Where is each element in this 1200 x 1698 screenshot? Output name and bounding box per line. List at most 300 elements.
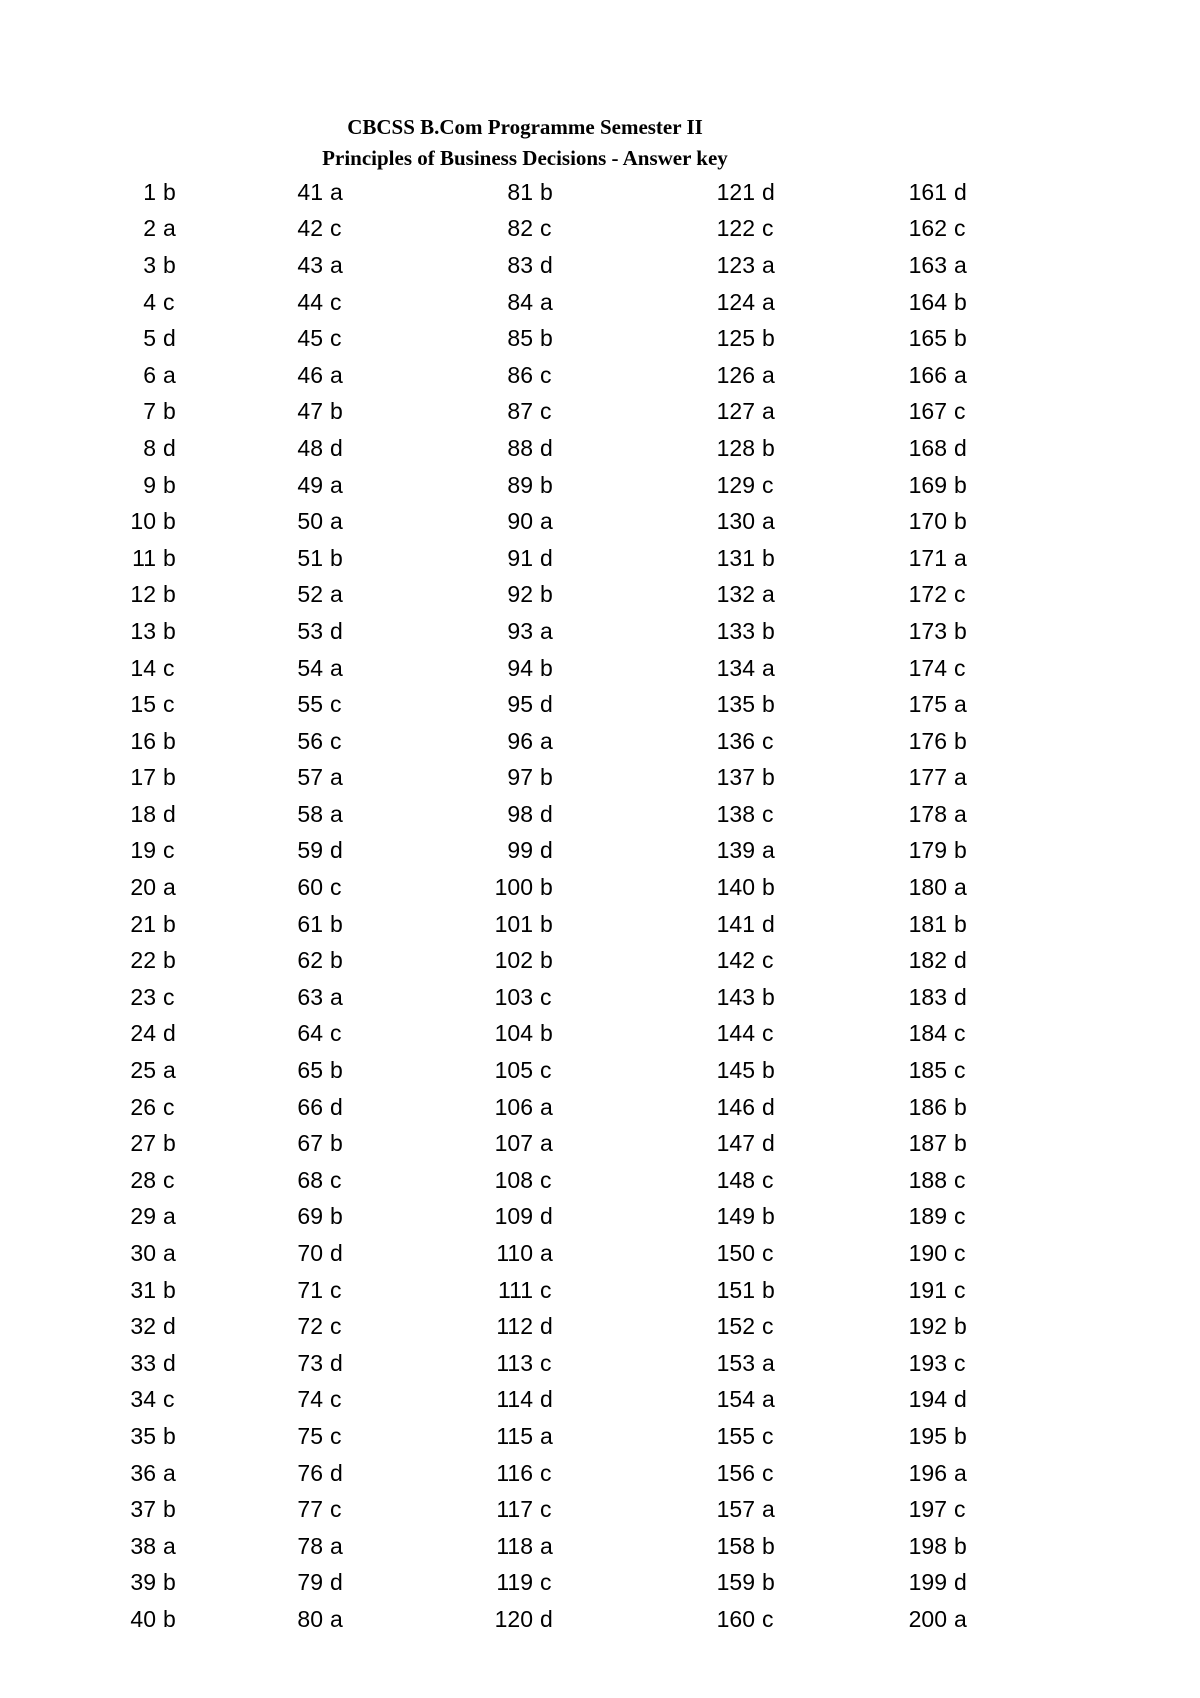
question-number: 37 — [130, 1496, 156, 1523]
question-number: 67 — [297, 1130, 323, 1157]
question-number: 38 — [130, 1532, 156, 1559]
answer-letter: a — [954, 874, 967, 901]
answer-letter: b — [330, 1203, 343, 1230]
answer-letter: a — [330, 1605, 343, 1632]
answer-letter: a — [762, 398, 775, 425]
question-number: 165 — [908, 325, 947, 352]
answer-letter: a — [330, 178, 343, 205]
answer-row — [473, 467, 564, 504]
answer-letter: a — [762, 288, 775, 315]
question-number: 70 — [297, 1240, 323, 1267]
question-number: 100 — [494, 874, 533, 901]
answer-letter: c — [330, 1496, 342, 1523]
answer-letter: b — [163, 1422, 176, 1449]
answer-row — [695, 942, 786, 979]
answer-row — [285, 650, 354, 687]
answer-letter: c — [954, 1240, 966, 1267]
question-number: 163 — [908, 251, 947, 278]
answer-row — [285, 686, 354, 723]
answer-letter: a — [954, 251, 967, 278]
answer-letter: a — [163, 215, 176, 242]
answer-letter: a — [954, 1459, 967, 1486]
question-number: 22 — [130, 947, 156, 974]
answer-letter: c — [954, 1496, 966, 1523]
question-number: 173 — [908, 617, 947, 644]
question-number: 101 — [494, 910, 533, 937]
answer-row — [473, 796, 564, 833]
question-number: 39 — [130, 1569, 156, 1596]
answer-letter: b — [762, 874, 775, 901]
question-number: 138 — [716, 800, 755, 827]
answer-row — [473, 1125, 564, 1162]
answer-row — [887, 1052, 978, 1089]
answer-row — [473, 869, 564, 906]
answer-row — [473, 320, 564, 357]
answer-letter: d — [163, 325, 176, 352]
answer-row — [118, 723, 187, 760]
answer-letter: b — [163, 1605, 176, 1632]
question-number: 190 — [908, 1240, 947, 1267]
answer-letter: a — [762, 654, 775, 681]
answer-letter: b — [540, 1020, 553, 1047]
answer-letter: b — [330, 544, 343, 571]
question-number: 102 — [494, 947, 533, 974]
answer-row — [887, 760, 978, 797]
question-number: 48 — [297, 434, 323, 461]
answer-row — [118, 1272, 187, 1309]
question-number: 50 — [297, 508, 323, 535]
question-number: 154 — [716, 1386, 755, 1413]
question-number: 53 — [297, 617, 323, 644]
question-number: 125 — [716, 325, 755, 352]
answer-row — [887, 211, 978, 248]
answer-row — [473, 174, 564, 211]
answer-row — [473, 1345, 564, 1382]
question-number: 23 — [130, 983, 156, 1010]
answer-letter: b — [330, 947, 343, 974]
answer-row — [695, 1418, 786, 1455]
answer-row — [285, 1418, 354, 1455]
question-number: 79 — [297, 1569, 323, 1596]
question-number: 164 — [908, 288, 947, 315]
answer-letter: b — [163, 178, 176, 205]
question-number: 8 — [143, 434, 156, 461]
answer-row — [285, 1601, 354, 1638]
answer-row — [473, 430, 564, 467]
question-number: 62 — [297, 947, 323, 974]
question-number: 90 — [507, 508, 533, 535]
question-number: 65 — [297, 1057, 323, 1084]
answer-row — [473, 1199, 564, 1236]
answer-letter: c — [762, 1020, 774, 1047]
answer-letter: b — [954, 1422, 967, 1449]
answer-row — [285, 833, 354, 870]
question-number: 148 — [716, 1166, 755, 1193]
answer-letter: c — [330, 1276, 342, 1303]
answer-row — [695, 723, 786, 760]
answer-letter: b — [954, 508, 967, 535]
question-number: 36 — [130, 1459, 156, 1486]
question-number: 109 — [494, 1203, 533, 1230]
answer-row — [887, 1601, 978, 1638]
answer-row — [118, 211, 187, 248]
answer-row — [473, 247, 564, 284]
answer-letter: d — [954, 178, 967, 205]
answer-row — [695, 1089, 786, 1126]
answer-letter: b — [330, 1130, 343, 1157]
answer-letter: a — [762, 837, 775, 864]
answer-letter: a — [163, 361, 176, 388]
answer-row — [118, 1052, 187, 1089]
question-number: 107 — [494, 1130, 533, 1157]
answer-row — [887, 723, 978, 760]
answer-letter: b — [540, 325, 553, 352]
answer-letter: d — [163, 1313, 176, 1340]
answer-letter: a — [163, 1240, 176, 1267]
answer-letter: d — [540, 251, 553, 278]
document-title: CBCSS B.Com Programme Semester II — [347, 115, 703, 139]
question-number: 183 — [908, 983, 947, 1010]
answer-letter: a — [954, 361, 967, 388]
question-number: 20 — [130, 874, 156, 901]
question-number: 116 — [496, 1459, 533, 1486]
answer-letter: d — [163, 434, 176, 461]
question-number: 88 — [507, 434, 533, 461]
question-number: 99 — [507, 837, 533, 864]
question-number: 72 — [297, 1313, 323, 1340]
answer-letter: d — [954, 1386, 967, 1413]
answer-row — [695, 540, 786, 577]
answer-row — [887, 1345, 978, 1382]
question-number: 132 — [716, 581, 755, 608]
answer-row — [695, 1199, 786, 1236]
answer-row — [695, 1565, 786, 1602]
answer-letter: d — [163, 800, 176, 827]
question-number: 147 — [716, 1130, 755, 1157]
answer-row — [473, 577, 564, 614]
question-number: 136 — [716, 727, 755, 754]
answer-row — [473, 1491, 564, 1528]
answer-letter: d — [954, 1569, 967, 1596]
answer-letter: d — [540, 800, 553, 827]
answer-letter: c — [954, 1203, 966, 1230]
answer-row — [118, 796, 187, 833]
question-number: 175 — [908, 691, 947, 718]
question-number: 170 — [908, 508, 947, 535]
question-number: 171 — [908, 544, 947, 571]
question-number: 189 — [908, 1203, 947, 1230]
answer-row — [473, 1308, 564, 1345]
answer-letter: a — [163, 1203, 176, 1230]
answer-letter: d — [540, 1313, 553, 1340]
question-number: 121 — [716, 178, 755, 205]
question-number: 68 — [297, 1166, 323, 1193]
answer-row — [285, 394, 354, 431]
question-number: 64 — [297, 1020, 323, 1047]
answer-row — [118, 1382, 187, 1419]
question-number: 178 — [908, 800, 947, 827]
question-number: 26 — [130, 1093, 156, 1120]
question-number: 192 — [908, 1313, 947, 1340]
answer-row — [473, 540, 564, 577]
answer-letter: c — [163, 288, 175, 315]
answer-row — [285, 723, 354, 760]
answer-letter: b — [762, 983, 775, 1010]
answer-letter: c — [540, 1496, 552, 1523]
answer-row — [118, 686, 187, 723]
answer-letter: b — [330, 398, 343, 425]
answer-letter: b — [163, 251, 176, 278]
answer-letter: c — [762, 471, 774, 498]
question-number: 4 — [143, 288, 156, 315]
answer-letter: b — [163, 508, 176, 535]
answer-row — [695, 760, 786, 797]
question-number: 130 — [716, 508, 755, 535]
question-number: 1 — [143, 178, 156, 205]
question-number: 149 — [716, 1203, 755, 1230]
answer-row — [887, 979, 978, 1016]
question-number: 73 — [297, 1349, 323, 1376]
answer-row — [473, 1382, 564, 1419]
answer-letter: b — [330, 910, 343, 937]
answer-letter: d — [540, 434, 553, 461]
answer-row — [285, 284, 354, 321]
answer-letter: b — [954, 1532, 967, 1559]
question-number: 176 — [908, 727, 947, 754]
question-number: 106 — [494, 1093, 533, 1120]
question-number: 179 — [908, 837, 947, 864]
answer-row — [887, 577, 978, 614]
question-number: 10 — [130, 508, 156, 535]
answer-letter: d — [163, 1020, 176, 1047]
answer-row — [285, 942, 354, 979]
answer-letter: c — [762, 800, 774, 827]
answer-row — [887, 1528, 978, 1565]
answer-row — [473, 1272, 564, 1309]
question-number: 158 — [716, 1532, 755, 1559]
answer-letter: b — [540, 581, 553, 608]
question-number: 118 — [496, 1532, 533, 1559]
question-number: 117 — [496, 1496, 533, 1523]
answer-letter: c — [330, 1166, 342, 1193]
answer-letter: a — [540, 727, 553, 754]
answer-row — [118, 1418, 187, 1455]
answer-letter: a — [540, 1240, 553, 1267]
answer-letter: c — [163, 1386, 175, 1413]
answer-letter: a — [762, 251, 775, 278]
answer-letter: d — [954, 983, 967, 1010]
question-number: 89 — [507, 471, 533, 498]
answer-letter: c — [540, 1459, 552, 1486]
question-number: 142 — [716, 947, 755, 974]
answer-row — [887, 1455, 978, 1492]
answer-row — [887, 247, 978, 284]
answer-letter: c — [954, 654, 966, 681]
answer-row — [695, 467, 786, 504]
answer-letter: b — [762, 1057, 775, 1084]
answer-row — [887, 1089, 978, 1126]
answer-letter: c — [762, 1459, 774, 1486]
answer-letter: b — [540, 874, 553, 901]
question-number: 49 — [297, 471, 323, 498]
answer-row — [695, 1016, 786, 1053]
question-number: 195 — [908, 1422, 947, 1449]
answer-letter: b — [163, 910, 176, 937]
question-number: 42 — [297, 215, 323, 242]
question-number: 185 — [908, 1057, 947, 1084]
answer-row — [285, 174, 354, 211]
answer-letter: b — [163, 471, 176, 498]
question-number: 74 — [297, 1386, 323, 1413]
answer-row — [887, 1418, 978, 1455]
question-number: 108 — [494, 1166, 533, 1193]
answer-letter: b — [954, 471, 967, 498]
answer-letter: c — [163, 654, 175, 681]
question-number: 94 — [507, 654, 533, 681]
answer-row — [887, 1016, 978, 1053]
answer-letter: b — [540, 654, 553, 681]
answer-letter: b — [540, 947, 553, 974]
answer-letter: b — [163, 581, 176, 608]
question-number: 126 — [716, 361, 755, 388]
question-number: 119 — [496, 1569, 533, 1596]
question-number: 156 — [716, 1459, 755, 1486]
answer-row — [473, 211, 564, 248]
question-number: 200 — [908, 1605, 947, 1632]
answer-row — [887, 284, 978, 321]
question-number: 95 — [507, 691, 533, 718]
question-number: 135 — [716, 691, 755, 718]
answer-letter: c — [540, 1569, 552, 1596]
answer-row — [887, 1235, 978, 1272]
answer-row — [473, 1016, 564, 1053]
question-number: 60 — [297, 874, 323, 901]
question-number: 124 — [716, 288, 755, 315]
answer-letter: c — [954, 581, 966, 608]
question-number: 193 — [908, 1349, 947, 1376]
question-number: 114 — [496, 1386, 533, 1413]
question-number: 199 — [908, 1569, 947, 1596]
answer-letter: a — [330, 1532, 343, 1559]
answer-row — [695, 211, 786, 248]
answer-row — [695, 174, 786, 211]
question-number: 40 — [130, 1605, 156, 1632]
question-number: 180 — [908, 874, 947, 901]
answer-row — [285, 577, 354, 614]
answer-letter: a — [762, 1349, 775, 1376]
answer-letter: d — [330, 617, 343, 644]
answer-letter: b — [762, 1569, 775, 1596]
question-number: 44 — [297, 288, 323, 315]
question-number: 174 — [908, 654, 947, 681]
answer-letter: a — [330, 581, 343, 608]
answer-letter: b — [762, 691, 775, 718]
question-number: 188 — [908, 1166, 947, 1193]
answer-letter: b — [954, 1313, 967, 1340]
question-number: 6 — [143, 361, 156, 388]
answer-row — [118, 1491, 187, 1528]
question-number: 5 — [143, 325, 156, 352]
answer-row — [285, 760, 354, 797]
answer-letter: c — [330, 1020, 342, 1047]
question-number: 168 — [908, 434, 947, 461]
question-number: 59 — [297, 837, 323, 864]
answer-letter: a — [540, 288, 553, 315]
answer-row — [695, 1052, 786, 1089]
answer-letter: c — [954, 398, 966, 425]
answer-row — [695, 503, 786, 540]
answer-letter: b — [163, 1130, 176, 1157]
question-number: 12 — [130, 581, 156, 608]
answer-row — [695, 979, 786, 1016]
answer-row — [285, 1382, 354, 1419]
answer-letter: a — [163, 1532, 176, 1559]
answer-row — [473, 760, 564, 797]
answer-row — [887, 1491, 978, 1528]
answer-letter: b — [954, 910, 967, 937]
question-number: 120 — [494, 1605, 533, 1632]
answer-row — [118, 1601, 187, 1638]
question-number: 182 — [908, 947, 947, 974]
answer-letter: b — [954, 325, 967, 352]
answer-row — [473, 357, 564, 394]
question-number: 103 — [494, 983, 533, 1010]
answer-row — [887, 1308, 978, 1345]
question-number: 51 — [297, 544, 323, 571]
answer-letter: d — [330, 1459, 343, 1486]
question-number: 32 — [130, 1313, 156, 1340]
answer-row — [473, 1565, 564, 1602]
question-number: 111 — [498, 1276, 533, 1303]
question-number: 27 — [130, 1130, 156, 1157]
question-number: 80 — [297, 1605, 323, 1632]
answer-row — [887, 430, 978, 467]
answer-letter: a — [540, 1532, 553, 1559]
answer-letter: a — [954, 1605, 967, 1632]
answer-letter: b — [954, 837, 967, 864]
question-number: 197 — [908, 1496, 947, 1523]
answer-letter: c — [762, 1166, 774, 1193]
question-number: 11 — [132, 544, 156, 571]
answer-letter: a — [330, 764, 343, 791]
answer-row — [887, 1272, 978, 1309]
answer-row — [695, 613, 786, 650]
answer-letter: c — [163, 983, 175, 1010]
question-number: 56 — [297, 727, 323, 754]
answer-row — [887, 869, 978, 906]
question-number: 152 — [716, 1313, 755, 1340]
answer-letter: d — [762, 1130, 775, 1157]
answer-letter: a — [540, 1130, 553, 1157]
question-number: 186 — [908, 1093, 947, 1120]
answer-letter: b — [762, 1276, 775, 1303]
question-number: 55 — [297, 691, 323, 718]
answer-letter: a — [762, 361, 775, 388]
answer-letter: d — [954, 434, 967, 461]
question-number: 139 — [716, 837, 755, 864]
answer-letter: c — [330, 1422, 342, 1449]
question-number: 157 — [716, 1496, 755, 1523]
answer-letter: c — [163, 1093, 175, 1120]
answer-row — [473, 1455, 564, 1492]
question-number: 160 — [716, 1605, 755, 1632]
answer-row — [887, 540, 978, 577]
answer-letter: b — [762, 1532, 775, 1559]
question-number: 81 — [507, 178, 533, 205]
answer-row — [118, 503, 187, 540]
answer-row — [695, 833, 786, 870]
answer-row — [285, 540, 354, 577]
